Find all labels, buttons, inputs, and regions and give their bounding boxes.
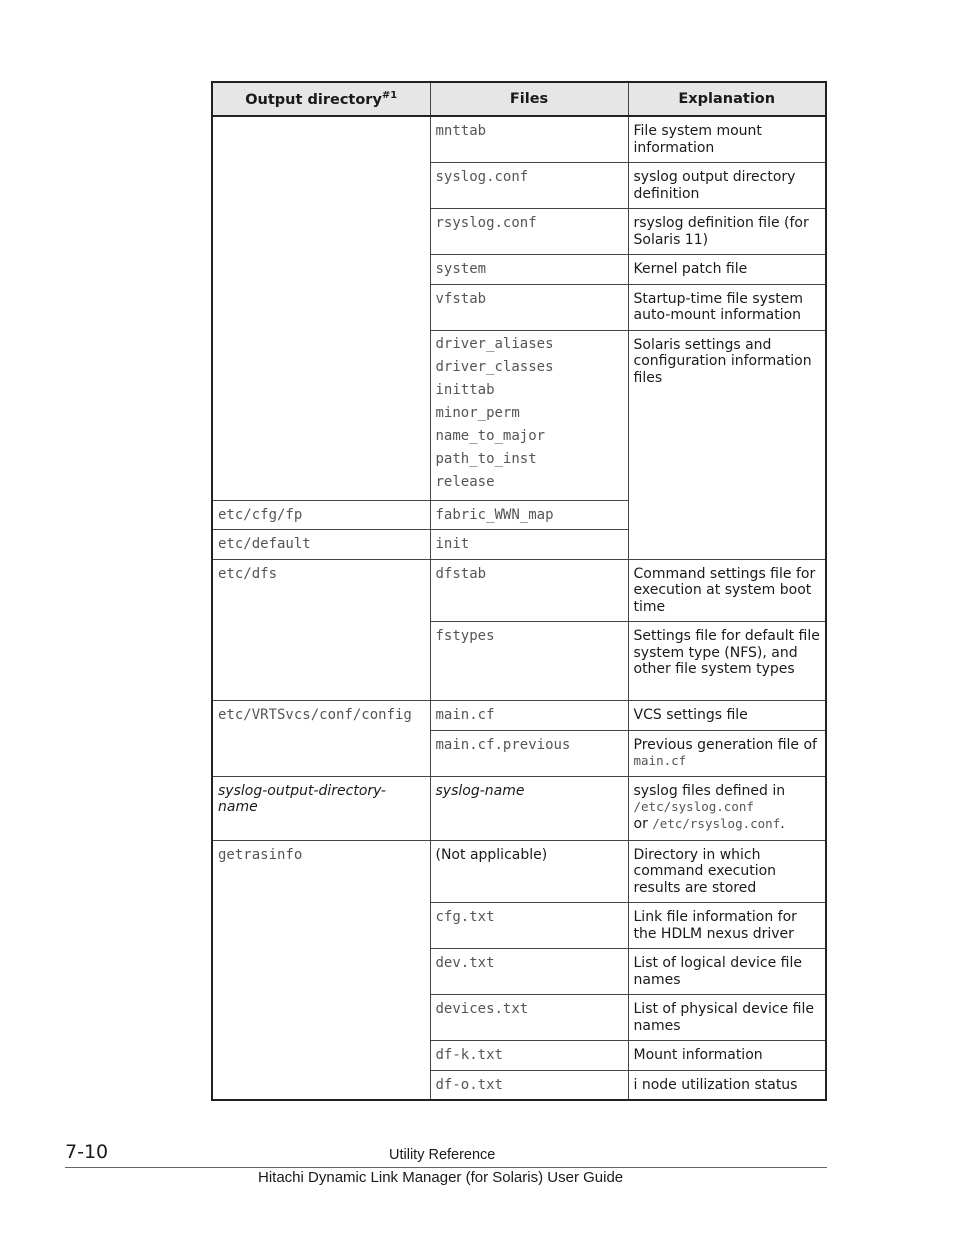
explanation-cell [628, 776, 826, 840]
explanation-text: Previous generation file of [633, 736, 817, 753]
explanation-cell: Solaris settings and configuration information files [628, 330, 826, 559]
explanation-cell: Kernel patch file [628, 255, 826, 285]
code-text: main.cf [633, 753, 687, 768]
file-name: driver_aliases [435, 335, 554, 352]
file-name: release [435, 473, 495, 490]
header-explanation: Explanation [628, 82, 826, 116]
file-name: inittab [435, 381, 495, 398]
footnote-marker: #1 [381, 90, 398, 102]
explanation-text: or [633, 815, 648, 832]
file-cell: df-o.txt [430, 1070, 628, 1100]
code-text: /etc/rsyslog.conf [652, 815, 781, 831]
explanation-cell [628, 730, 826, 776]
header-output-directory: Output directory$^{\#1}$ [212, 82, 430, 116]
table-row [212, 776, 826, 840]
explanation-text: . [780, 815, 785, 832]
file-cell: vfstab [430, 284, 628, 330]
explanation-cell: Settings file for default file system type (NFS), and other file system types [628, 622, 826, 701]
file-cell: dfstab [430, 559, 628, 622]
file-name: name_to_major [435, 427, 546, 444]
file-name: minor_perm [435, 404, 520, 421]
directory-cell: etc/cfg/fp [212, 500, 430, 530]
footer-divider [65, 1167, 827, 1168]
page-number: 7-10 [65, 1141, 109, 1163]
explanation-cell: Link file information for the HDLM nexus driver [628, 903, 826, 949]
file-cell: df-k.txt [430, 1041, 628, 1071]
file-cell: fstypes [430, 622, 628, 701]
file-cell: devices.txt [430, 995, 628, 1041]
file-cell: mnttab [430, 116, 628, 163]
explanation-cell: syslog output directory definition [628, 163, 826, 209]
code-text: /etc/syslog.conf [633, 799, 754, 814]
footer-section-title: Utility Reference [389, 1147, 496, 1163]
directory-cell: syslog-output-directory-name [212, 776, 430, 840]
explanation-cell: File system mount information [628, 116, 826, 163]
table-row [212, 840, 826, 903]
file-cell: rsyslog.conf [430, 209, 628, 255]
file-cell: main.cf.previous [430, 730, 628, 776]
directory-cell: etc/VRTSvcs/conf/config [212, 701, 430, 777]
explanation-cell: Directory in which command execution results are stored [628, 840, 826, 903]
explanation-cell: Command settings file for execution at system boot time [628, 559, 826, 622]
header-files: Files [430, 82, 628, 116]
explanation-cell: Mount information [628, 1041, 826, 1071]
file-cell: syslog-name [430, 776, 628, 840]
file-name: driver_classes [435, 358, 554, 375]
file-list-cell [430, 330, 628, 500]
explanation-text: syslog files defined in [633, 782, 786, 799]
directory-cell-blank [212, 116, 430, 500]
explanation-cell: i node utilization status [628, 1070, 826, 1100]
table-header-row [212, 82, 826, 116]
file-cell: (Not applicable) [430, 840, 628, 903]
file-cell: cfg.txt [430, 903, 628, 949]
explanation-cell: Startup-time file system auto-mount information [628, 284, 826, 330]
explanation-cell: List of logical device file names [628, 949, 826, 995]
file-name: path_to_inst [435, 450, 537, 467]
explanation-cell: VCS settings file [628, 701, 826, 731]
table-row [212, 701, 826, 731]
file-cell: dev.txt [430, 949, 628, 995]
file-cell: fabric_WWN_map [430, 500, 628, 530]
explanation-cell: List of physical device file names [628, 995, 826, 1041]
table-row [212, 116, 826, 163]
directory-cell: etc/dfs [212, 559, 430, 701]
directory-cell: getrasinfo [212, 840, 430, 1100]
file-cell: system [430, 255, 628, 285]
output-files-table [211, 81, 827, 1101]
directory-cell: etc/default [212, 530, 430, 560]
file-cell: syslog.conf [430, 163, 628, 209]
explanation-cell: rsyslog definition file (for Solaris 11) [628, 209, 826, 255]
table-row [212, 559, 826, 622]
file-cell: init [430, 530, 628, 560]
footer-document-title: Hitachi Dynamic Link Manager (for Solaris) User Guide [258, 1169, 624, 1186]
file-cell: main.cf [430, 701, 628, 731]
